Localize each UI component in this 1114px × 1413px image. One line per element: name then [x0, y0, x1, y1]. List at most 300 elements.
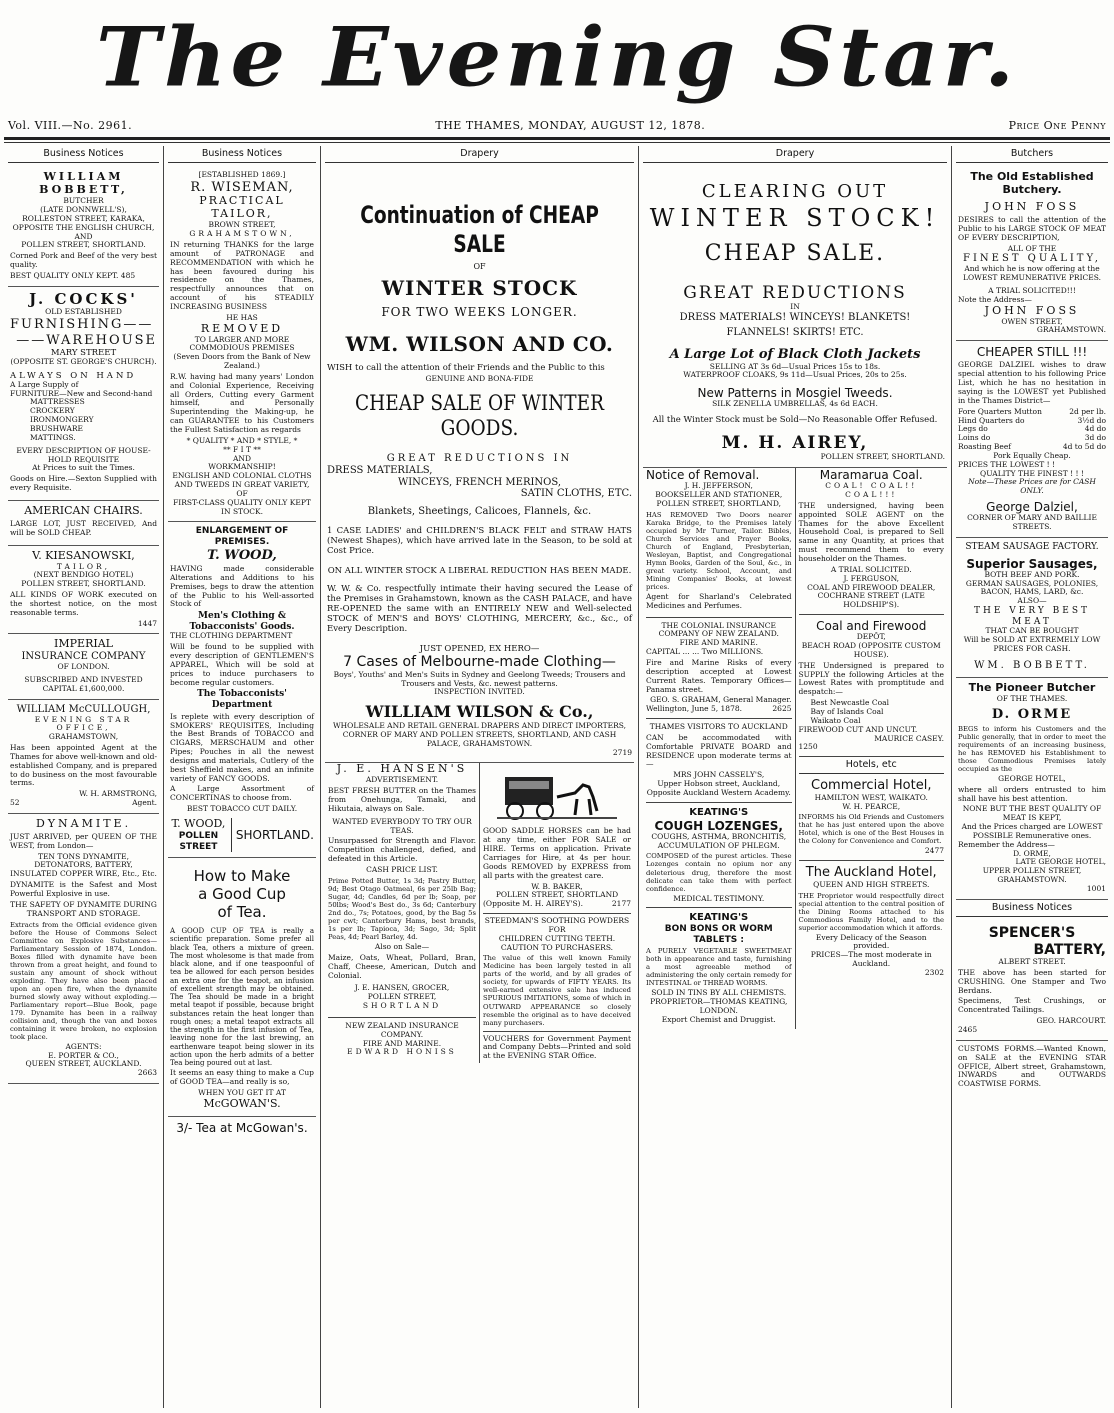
ad-line: FLANNELS! SKIRTS! ETC. — [726, 327, 864, 339]
ad-line — [483, 900, 631, 909]
ad-signature: GEO. S. GRAHAM, General Manager. — [650, 695, 792, 705]
ad-line: GEORGE HOTEL, — [998, 773, 1066, 783]
ad-line: SATIN CLOTHS, ETC. — [520, 488, 632, 500]
ad-line: DRESS MATERIALS! WINCEYS! BLANKETS! — [679, 311, 911, 323]
ad-line: SHORTLAND. — [235, 828, 314, 842]
price-value: 4d do — [1084, 424, 1106, 434]
ad-signature: GEO. HARCOURT. — [1036, 1016, 1106, 1026]
price-item: Legs do — [958, 424, 988, 434]
ad-number: 2477 — [924, 846, 944, 856]
ad-line: NONE BUT THE BEST QUALITY OF MEAT IS KEPT, — [962, 804, 1102, 823]
ad-line: SILK ZENELLA UMBRELLAS, 4s 6d EACH. — [712, 399, 878, 409]
ad-line: MEDICAL TESTIMONY. — [673, 893, 765, 903]
ad-text: THE above has been started for CRUSHING. One Stamper and Two Berdans. — [958, 967, 1106, 995]
ad-line: Pork Equally Cheap. — [993, 450, 1071, 460]
ad-signature: MAURICE CASEY. — [874, 733, 944, 743]
ad-text: A Large Assortment of CONCERTINAS to choose from. — [170, 784, 314, 803]
ad-heading: NEW ZEALAND INSURANCE COMPANY. — [345, 1020, 459, 1039]
ad-heading: GREAT REDUCTIONS — [683, 282, 907, 303]
ad-imperial — [8, 634, 159, 699]
ad-line: ALL OF THE — [1007, 243, 1057, 253]
ad-trade: TAILOR, — [56, 561, 111, 571]
ad-line: WANTED EVERYBODY TO TRY OUR TEAS. — [332, 816, 472, 835]
ad-line: FOR TWO WEEKS LONGER. — [381, 304, 578, 319]
ad-line: Will be SOLD AT EXTREMELY LOW PRICES FOR CASH. — [963, 635, 1101, 654]
ad-line: DETONATORS, BATTERY, INSULATED COPPER WIRE, Etc., Etc. — [10, 860, 157, 879]
ad-line: LATE GEORGE HOTEL, — [1015, 857, 1106, 867]
ad-heading: AMERICAN CHAIRS. — [24, 503, 143, 517]
column-1 — [4, 146, 163, 1408]
ad-steam-sausage — [956, 538, 1108, 678]
ad-line: WATERPROOF CLOAKS, 9s 11d—Usual Prices, 20s to 25s. — [683, 370, 907, 380]
column-heading: Business Notices — [8, 146, 159, 163]
ad-text: IN returning THANKS for the large amount of PATRONAGE and RECOMMENDATION with which he has been favoured during his residence on the Thames, respectfully announces that on account of his STEADILY INCREASING BUSINESS — [170, 240, 314, 311]
ad-number: 2302 — [924, 967, 944, 977]
ad-text: ALL KINDS OF WORK executed on the shortest notice, on the most reasonable terms. — [10, 590, 157, 617]
ad-line: Opposite Auckland Western Academy. — [646, 787, 791, 797]
ad-number: 1250 — [798, 742, 818, 752]
ad-heading: CHEAP SALE. — [704, 240, 886, 266]
ad-heading: KEATING'S — [689, 912, 749, 924]
ad-text: GEORGE DALZIEL wishes to draw special attention to his following Price List, which he has no hesitation in saying is the LOWEST yet Published in the Thames District— — [958, 360, 1106, 405]
ad-line: [ESTABLISHED 1869.] — [198, 170, 286, 180]
ad-line: TO LARGER AND MORE COMMODIOUS PREMISES — [189, 334, 295, 353]
ad-line: Wellington, June 5, 1878. — [646, 704, 742, 714]
ad-line: OF — [236, 488, 248, 498]
ad-text: CAN be accommodated with Comfortable PRIVATE BOARD and RESIDENCE upon moderate terms at— — [646, 732, 792, 769]
ad-line: PRICES THE LOWEST ! ! — [958, 459, 1056, 469]
ad-heading: ENLARGEMENT OF PREMISES. — [195, 526, 289, 548]
ad-text: Has been appointed Agent at the Thames for above well-known and old-established Company, and is prepared to do business on the most favourable terms. — [10, 743, 157, 788]
ad-heading: THE COLONIAL INSURANCE COMPANY OF NEW ZEALAND. — [658, 620, 779, 639]
volume-number: Vol. VIII.—No. 2961. — [8, 118, 133, 132]
ad-firewood — [799, 615, 945, 757]
ad-cocks — [8, 287, 159, 501]
masthead-rule-thin — [4, 142, 1110, 143]
column-5 — [952, 146, 1112, 1408]
ad-number: 2625 — [772, 704, 792, 714]
newspaper-title: The Evening Star. — [95, 9, 1019, 106]
ad-airey — [643, 167, 947, 468]
ad-text: HAS REMOVED Two Doors nearer Karaka Bridge, to the Premises lately occupied by Mr Turner, Tailor. Bibles, Church Services and Prayer Books, Church of England, Presbyterian, Wesleyan, Baptist, and Congregational Hymn Books, Garden of the Soul, &c., in great variety. School, Account, and Mining Companies' Books, at lowest prices. — [646, 510, 792, 591]
ad-line: HE HAS — [226, 312, 258, 322]
ad-nz-insurance — [328, 1017, 476, 1057]
ad-heading: COUGH LOZENGES, — [654, 818, 783, 833]
column-3 — [321, 146, 638, 1408]
ad-heading: BON BONS OR WORM TABLETS : — [664, 924, 773, 945]
ad-line: GRAHAMSTOWN, — [189, 229, 295, 239]
ad-line: FINEST QUALITY, — [963, 253, 1101, 265]
ad-line — [10, 272, 157, 281]
ad-line: BEST TOBACCO CUT DAILY. — [186, 804, 298, 814]
column-4-right — [795, 468, 948, 1029]
ad-line: ** F I T ** — [223, 444, 261, 454]
ad-trade: BUTCHER — [63, 196, 104, 206]
ad-heading: Coal and Firewood — [816, 619, 927, 634]
ad-line: ALBERT STREET. — [998, 957, 1066, 967]
ad-dynamite — [8, 814, 159, 1084]
ad-heading: BATTERY, — [1033, 941, 1106, 958]
ad-text: The value of this well known Family Medicine has been largely tested in all parts of the world, and by all grades of society, for upwards of FIFTY YEARS. Its well-earned extensive sale has induced SPURIOUS IMITATIONS, some of which in OUTWARD APPEARANCE so closely resemble the original as to have deceived many purchasers. — [483, 954, 631, 1027]
ad-heading: REMOVED — [200, 321, 284, 335]
ad-line: SHORTLAND — [362, 1001, 442, 1011]
ad-line: GERMAN SAUSAGES, POLONIES, BACON, HAMS, LARD, &c. — [965, 578, 1099, 597]
ad-line: And the Prices charged are LOWEST POSSIBLE Remunerative ones. — [961, 822, 1103, 840]
ad-text: WISH to call the attention of their Friends and the Public to this — [327, 362, 605, 373]
ad-heading: CLEARING OUT — [701, 181, 889, 203]
column-3-split — [325, 763, 634, 1063]
ad-jefferson — [646, 468, 792, 618]
ad-line: SUBSCRIBED AND INVESTED — [24, 675, 143, 685]
ad-text: Specimens, Test Crushings, or Concentrated Tailings. — [958, 996, 1106, 1015]
column-heading: Business Notices — [168, 146, 316, 163]
ad-line: PROPRIETOR—THOMAS KEATING, LONDON. — [650, 997, 788, 1016]
ad-line: (Seven Doors from the Bank of New Zealand.) — [173, 352, 311, 371]
ad-heading: KEATING'S — [689, 806, 749, 818]
price-item: Fore Quarters Mutton — [958, 406, 1042, 416]
ad-line: * QUALITY * AND * STYLE, * — [186, 435, 298, 445]
ad-line: THE VERY BEST MEAT — [973, 606, 1090, 627]
ad-baker — [479, 763, 634, 1063]
ad-line: AND — [74, 231, 93, 241]
ad-line: SOLD IN TINS BY ALL CHEMISTS. — [651, 988, 787, 998]
ad-hansen — [325, 763, 479, 1063]
ad-line: Bay of Islands Coal — [810, 706, 884, 716]
ad-name: JOHN FOSS — [984, 200, 1080, 214]
ad-text: W. W. & Co. respectfully intimate their having secured the Lease of the Premises in Grahamstown, known as the CASH PALACE, and have RE-OPENED the same with an ENTIRELY NEW and Well-selected STOCK of MEN'S and BOYS' CLOTHING, MERCERY, &c., &c., of Every Description. — [327, 584, 632, 635]
ad-line: CORNER OF MARY AND POLLEN STREETS, SHORTLAND, AND CASH PALACE, GRAHAMSTOWN. — [342, 729, 617, 748]
ad-line: BOOKSELLER AND STATIONER, — [655, 490, 783, 500]
ad-line: ON ALL WINTER STOCK A LIBERAL REDUCTION HAS BEEN MADE. — [327, 566, 632, 577]
ad-name: JOHN FOSS — [984, 303, 1080, 317]
ad-line: FIRE AND MARINE. — [679, 638, 758, 648]
ad-text: Fire and Marine Risks of every description accepted at Lowest Current Rates. Temporary Offices—Panama street. — [646, 658, 792, 694]
column-4-left — [643, 468, 795, 1029]
ad-name: J. H. JEFFERSON, — [684, 481, 753, 491]
ad-line: FIRST-CLASS QUALITY ONLY KEPT IN STOCK. — [173, 497, 311, 516]
ad-text: COMPOSED of the purest articles. These Lozenges contain no opium nor any deleterious drug, therefore the most delicate can take them with perfect confidence. — [646, 852, 792, 893]
ad-line: A TRIAL SOLICITED. — [830, 564, 912, 574]
ad-signature: J. FERGUSON, — [843, 573, 900, 583]
price-item: Loins do — [958, 433, 991, 443]
ad-number: 2663 — [137, 1068, 157, 1078]
ad-foss — [956, 167, 1108, 341]
ad-heading: IMPERIAL — [54, 637, 113, 651]
ad-signature: W. H. ARMSTRONG, — [79, 789, 157, 799]
ad-line: (Opposite M. H. AIREY'S). — [483, 899, 583, 909]
ad-heading: INSURANCE COMPANY — [21, 651, 146, 663]
ad-chairs — [8, 501, 159, 546]
ad-orme — [956, 678, 1108, 900]
ad-heading: Men's Clothing & Tobacconists' Goods. — [189, 611, 295, 632]
column-2 — [164, 146, 320, 1408]
ad-line: BROWN STREET, — [208, 220, 276, 230]
ad-heading: WINTER STOCK — [381, 276, 578, 301]
ad-text: It seems an easy thing to make a Cup of GOOD TEA—and really is so, — [170, 1068, 314, 1087]
ad-heading: Commercial Hotel, — [811, 778, 932, 794]
ad-name: J. E. HANSEN'S — [336, 762, 468, 776]
ad-line: MATTINGS. — [30, 432, 76, 442]
ad-heading: McGOWAN'S. — [203, 1097, 281, 1111]
ad-line: A Large Supply of — [10, 379, 79, 389]
ad-text: Goods on Hire.—Sexton Supplied with every Requisite. — [10, 474, 157, 493]
ad-line: Also on Sale— — [374, 941, 430, 951]
ad-number: 2177 — [611, 899, 631, 909]
ad-name: WILLIAM McCULLOUGH, — [16, 703, 151, 715]
ad-name: WM. WILSON AND CO. — [345, 332, 614, 357]
column-heading: Butchers — [956, 146, 1108, 163]
ad-wiseman — [168, 167, 316, 522]
ad-line: E. PORTER & CO., — [48, 1050, 119, 1060]
price-item: Roasting Beef — [958, 442, 1012, 452]
ad-text: THE Proprietor would respectfully direct special attention to the central position of the Dining Rooms attached to his Commodious Family Hotel, and to the superior accommodation which it affords. — [798, 891, 944, 932]
ad-wood — [168, 522, 316, 858]
ad-line: CORNER OF MARY AND BAILLIE STREETS. — [967, 513, 1097, 532]
ad-number: 485 — [120, 270, 136, 280]
ad-commercial-hotel — [799, 778, 945, 861]
ad-line: (NEXT BENDIGO HOTEL) — [33, 570, 134, 580]
ad-line: Remember the Address— — [958, 839, 1055, 849]
ad-line: DEPÔT, — [856, 632, 886, 642]
ad-line: GENUINE AND BONA-FIDE — [425, 373, 534, 383]
ad-line: ADVERTISEMENT. — [365, 775, 439, 785]
ad-number: 2465 — [958, 1025, 978, 1034]
masthead — [0, 8, 1114, 108]
ad-line: CHILDREN CUTTING TEETH. — [498, 933, 616, 943]
place-date: THE THAMES, MONDAY, AUGUST 12, 1878. — [435, 118, 706, 132]
carriage-horse-icon — [497, 767, 617, 823]
ad-line: CAPITAL ... ... Two MILLIONS. — [646, 647, 764, 657]
ad-line: COAL! COAL!! COAL!!! — [825, 481, 918, 500]
ad-text: Will be found to be supplied with every description of GENTLEMEN'S APPAREL, Which will be sold at prices to induce purchasers to become regular customers. — [170, 642, 314, 687]
ad-line: Best Newcastle Coal — [810, 698, 889, 708]
ad-maramarua — [799, 468, 945, 615]
ad-line: QUEEN STREET, AUCKLAND. — [25, 1059, 142, 1069]
ad-text: BEST FRESH BUTTER on the Thames from Onehunga, Tamaki, and Hikutaia, always on Sale. — [328, 786, 476, 813]
ad-text: A GOOD CUP OF TEA is really a scientific preparation. Some prefer all black Tea, others a mixture of green. The most wholesome is that made from black alone, and if one teaspoonful of tea be allowed for each person besides an extra one for the teapot, an infusion of excellent strength may be obtained. The Tea should be made in a bright metal teapot if possible, because bright substances retain the heat longer than rough ones; a metal teapot extracts all the strength in the first infusion of Tea, leaving none for the last brewing, an earthenware teapot being slower in its action upon the herb admits of a better Tea being poured out at last. — [170, 927, 314, 1068]
ad-text: Prime Potted Butter, 1s 3d; Pastry Butter, 9d; Best Otago Oatmeal, 6s per 25lb Bag; Sugar, 4d; Candles, 6d per lb; Soap, per 50lbs; Wood's Best do., 3s 6d; Canterbury 2nd do., 7s; Potatoes, good, by the Bag 5s per cwt; Canterbury Hams, best brands, 1s per lb; Tapioca, 3d; Sago, 3d; Split Peas, 4d; Pearl Barley, 4d. — [328, 876, 476, 941]
ad-text: DESIRES to call the attention of the Public to his LARGE STOCK OF MEAT OF EVERY DESCRIPTION, — [958, 215, 1106, 242]
ad-line: EVENING STAR OFFICE, — [34, 714, 133, 733]
ad-line: COCHRANE STREET (LATE HOLDSHIP'S). — [817, 591, 925, 610]
ad-number: 52 — [10, 798, 20, 808]
ad-name: J. COCKS' — [29, 289, 138, 308]
ad-line: ENGLISH AND COLONIAL CLOTHS AND TWEEDS IN GREAT VARIETY, — [172, 471, 312, 490]
ad-line: QUEEN AND HIGH STREETS. — [813, 879, 930, 889]
ad-line: OLD ESTABLISHED — [45, 307, 122, 317]
ad-text: LARGE LOT, JUST RECEIVED, And will be SOLD CHEAP. — [10, 518, 157, 537]
ad-line: THAT CAN BE BOUGHT — [985, 626, 1079, 636]
column-heading: Drapery — [643, 146, 947, 163]
ad-number: 1447 — [137, 618, 157, 628]
ad-line: Waikato Coal — [810, 715, 861, 725]
ad-heading: of Tea. — [217, 902, 267, 921]
ad-title: Continuation of CHEAP SALE — [360, 201, 599, 258]
price-value: 4d to 5d do — [1062, 442, 1106, 452]
ad-line: Note the Address— — [958, 294, 1032, 304]
ad-text: Extracts from the Official evidence given before the House of Commons Select Committee on Explosive Substances—Parliamentary Session of 1874, London. Boxes filled with dynamite have been thrown from a great height, and found to sustain any amount of shock without exploding. They have also been placed upon an open fire, when the dynamite burned slowly away without exploding.—Parliamentary report—Blue Book, page 179. Dynamite has been in a railway collision and, though the van and boxes containing it were broken, no explosion took place. — [10, 920, 157, 1041]
ad-spencer — [956, 921, 1108, 1041]
ad-mccullough — [8, 700, 159, 814]
ad-number: 2719 — [612, 747, 632, 757]
dateline — [8, 118, 1106, 134]
ad-heading: a Good Cup — [198, 884, 286, 903]
ad-line: WORKMANSHIP! — [208, 462, 276, 472]
ad-heading: DYNAMITE. — [35, 816, 132, 830]
ad-line: COUGHS, ASTHMA, BRONCHITIS, ACCUMULATION OF PHLEGM. — [651, 831, 787, 850]
ad-line: FIREWOOD CUT AND UNCUT. — [798, 724, 918, 734]
ad-line: DRESS MATERIALS, — [327, 464, 433, 476]
ad-line: EDWARD HONISS — [347, 1047, 457, 1057]
ad-text: R.W. having had many years' London and Colonial Experience, Receiving all Orders, Cutting every Garment himself, and Personally Superintending the Making-up, he can GUARANTEE to his Customers the Fullest Satisfaction as regards — [170, 371, 314, 434]
ad-text: where all orders entrusted to him shall have his best attention. — [958, 784, 1106, 803]
ad-text: BEGS to inform his Customers and the Public generally, that in order to meet the requirements of an increasing business, he has REMOVED his Establishment to those Commodious Premises lately occupied as the — [958, 724, 1106, 773]
masthead-rule — [4, 137, 1110, 140]
ad-heading: Superior Sausages, — [966, 556, 1098, 571]
ad-line: PRICES—The most moderate in Auckland. — [810, 950, 932, 969]
ad-signature: T. WOOD, — [171, 816, 226, 830]
ad-signature: D. ORME, — [1013, 848, 1051, 858]
ad-auckland-hotel — [799, 861, 945, 981]
ad-text: Agent for Sharland's Celebrated Medicines and Perfumes. — [646, 591, 792, 610]
ad-signature-block — [170, 818, 314, 852]
price-item: Hind Quarters do — [958, 415, 1025, 425]
ad-heading: CHEAP SALE OF WINTER GOODS. — [354, 391, 605, 441]
ad-text: DYNAMITE is the Safest and Most Powerful Explosive in use. — [10, 880, 157, 899]
price: Price One Penny — [1008, 118, 1106, 132]
ad-name: WILLIAM BOBBETT, — [39, 170, 128, 197]
column-4-split — [643, 468, 947, 1029]
price-value: 3d do — [1084, 433, 1106, 443]
ad-kiesanowski — [8, 546, 159, 635]
ad-name: D. ORME — [991, 707, 1073, 723]
price-value: 2d per lb. — [1069, 406, 1106, 416]
ad-tea-price: 3/- Tea at McGowan's. — [176, 1120, 308, 1135]
ad-heading: A Large Lot of Black Cloth Jackets — [669, 347, 921, 363]
ad-heading: STEAM SAUSAGE FACTORY. — [965, 541, 1099, 552]
ad-heading: New Patterns in Mosgiel Tweeds. — [697, 386, 893, 401]
ad-text: GOOD SADDLE HORSES can be had at any time, either FOR SALE or HIRE. Terms on application. Private Carriages for Hire, at 4s per hour. Goods REMOVED by EXPRESS from all parts with the greatest care. — [483, 826, 631, 880]
ad-line: UPPER POLLEN STREET, — [982, 866, 1082, 876]
ad-text: INFORMS his Old Friends and Customers that he has just entered upon the above Hotel, which is one of the Best Houses in the Colony for Convenience and Comfort. — [798, 813, 944, 846]
ad-line: MARY STREET — [50, 347, 117, 358]
ad-line: CASH PRICE LIST. — [366, 865, 438, 874]
ad-line: MATTRESSES — [30, 397, 85, 407]
ad-line: Every Delicacy of the Season provided. — [815, 932, 927, 951]
ad-line: ROLLESTON STREET, KARAKA, — [22, 213, 145, 223]
ad-line: And which he is now offering at the LOWEST REMUNERATIVE PRICES. — [962, 264, 1101, 283]
ad-line: IN — [790, 301, 800, 311]
ad-keating-worm — [646, 908, 792, 1028]
ad-line: QUALITY THE FINEST ! ! ! — [980, 468, 1084, 478]
ad-heading: Notice of Removal. — [646, 468, 760, 483]
ad-line: INSPECTION INVITED. — [434, 687, 525, 697]
ad-line: OF — [473, 261, 486, 271]
ad-line: Export Chemist and Druggist. — [661, 1015, 776, 1025]
ad-line: BOTH BEEF AND PORK. — [984, 569, 1080, 579]
ad-line: GRAHAMSTOWN. — [997, 875, 1067, 885]
ad-line: FURNITURE—New and Second-hand — [10, 388, 153, 398]
ad-name: M. H. AIREY, — [721, 433, 869, 454]
ad-heading: CHEAPER STILL !!! — [976, 345, 1088, 360]
ad-line: BRUSHWARE — [30, 424, 84, 434]
ad-vouchers: VOUCHERS for Government Payment and Company Debts—Printed and sold at the EVENING STAR Office. — [483, 1031, 631, 1062]
ad-line: Upper Hobson street, Auckland, — [657, 779, 781, 789]
ad-line: Blankets, Sheetings, Calicoes, Flannels, &c. — [367, 506, 592, 518]
ad-heading: Maramarua Coal. — [819, 468, 923, 483]
ad-name: T. WOOD, — [207, 547, 277, 563]
ad-line: WINCEYS, FRENCH MERINOS, — [397, 476, 562, 488]
ad-line: POLLEN STREET, SHORTLAND. — [21, 240, 146, 250]
ad-line: WHEN YOU GET IT AT — [198, 1088, 286, 1098]
ad-line: At Prices to suit the Times. — [32, 463, 135, 473]
ad-wilson-sale — [325, 167, 634, 763]
column-heading: Drapery — [325, 146, 634, 163]
ad-number: 1001 — [1086, 884, 1106, 894]
ad-line: CAPITAL £1,600,000. — [42, 683, 125, 693]
ad-line: THE SAFETY OF DYNAMITE DURING TRANSPORT AND STORAGE. — [10, 899, 157, 918]
ad-text: Corned Pork and Beef of the very best quality. — [10, 251, 157, 270]
ad-line: BEACH ROAD (OPPOSITE CUSTOM HOUSE). — [801, 641, 941, 659]
ad-trade: PRACTICAL TAILOR, — [199, 194, 285, 221]
ad-line: POLLEN STREET, SHORTLAND. — [820, 452, 945, 462]
ad-line: SELLING AT 3s 6d—Usual Prices 15s to 18s. — [709, 361, 881, 371]
ad-steedman — [483, 913, 631, 1027]
ad-name: W. H. PEARCE, — [842, 801, 901, 811]
ad-heading: 7 Cases of Melbourne-made Clothing— — [343, 654, 616, 671]
ad-text: A PURELY VEGETABLE SWEETMEAT both in appearance and taste, furnishing a most agreeable method of administering the only certain remedy for INTESTINAL or THREAD WORMS. — [646, 947, 792, 988]
ad-name: R. WISEMAN, — [190, 180, 294, 196]
ad-text: Boys', Youths' and Men's Suits in Sydney and Geelong Tweeds; Trousers and Trousers and Vests, &c. newest patterns. — [333, 669, 626, 688]
ad-heading: STEEDMAN'S SOOTHING POWDERS — [484, 916, 630, 926]
ad-name: WILLIAM WILSON & Co., — [365, 702, 594, 722]
ad-line: THE CLOTHING DEPARTMENT — [170, 631, 293, 641]
ad-name: V. KIESANOWSKI, — [32, 548, 135, 562]
ad-line: FOR — [548, 924, 566, 934]
ad-line: IRONMONGERY — [30, 415, 94, 425]
ad-text: Is replete with every description of SMOKERS' REQUISITES, Including the Best Brands of TOBACCO and CIGARS, MERSCHAUM and other Pipes; Pouches in all the newest designs and materials, Cutlery of the best Sheffield makes, and an infinite variety of FANCY GOODS. — [170, 711, 314, 783]
ad-line: MRS JOHN CASSELY'S, — [673, 770, 765, 780]
ad-line: OPPOSITE THE ENGLISH CHURCH, — [12, 222, 155, 232]
ad-line: COAL AND FIREWOOD DEALER, — [807, 582, 936, 592]
ad-colonial-insurance — [646, 618, 792, 719]
ad-text: THE undersigned, having been appointed SOLE AGENT on the Thames for the above Excellent Household Coal, is prepared to Sell same in any Quantity, at prices that must recommend them to every householder on the Thames. — [798, 500, 944, 564]
ad-name: W. B. BAKER, — [531, 881, 583, 891]
ad-line: Agent. — [132, 798, 157, 808]
ad-heading: WINTER STOCK! — [649, 204, 941, 233]
ad-text: 1 CASE LADIES' and CHILDREN'S BLACK FELT and STRAW HATS (Newest Shapes), which have arrived late in the Season, to be sold at Cost Price. — [327, 525, 632, 557]
ad-line: FIRE AND MARINE. — [362, 1038, 442, 1048]
ad-line: (LATE DONNWELL'S), — [40, 204, 127, 214]
section-heading: Business Notices — [956, 900, 1108, 917]
ad-slogan: BEST QUALITY ONLY KEPT. — [10, 270, 119, 280]
ad-line — [646, 705, 792, 714]
ad-text: Unsurpassed for Strength and Flavor. Competition challenged, defied, and defeated in this Article. — [328, 836, 476, 864]
ad-line: POLLEN STREET, — [367, 992, 437, 1002]
ad-line — [10, 799, 157, 808]
ad-heading: SPENCER'S — [988, 925, 1076, 942]
ad-line: JUST OPENED, EX HERO— — [419, 644, 540, 655]
ad-text: JUST ARRIVED, per QUEEN OF THE WEST, from London— — [10, 831, 157, 850]
ad-line: OF LONDON. — [57, 662, 110, 672]
ad-keating-lozenges — [646, 803, 792, 909]
ad-line: POLLEN STREET, SHORTLAND — [495, 890, 619, 900]
ad-line: EVERY DESCRIPTION OF HOUSE-HOLD REQUISITE — [16, 445, 151, 464]
ad-heading: The Auckland Hotel, — [805, 865, 937, 881]
column-4 — [639, 146, 951, 1408]
ad-line: WHOLESALE AND RETAIL GENERAL DRAPERS AND DIRECT IMPORTERS, — [332, 721, 627, 731]
ad-dalziel — [956, 341, 1108, 538]
